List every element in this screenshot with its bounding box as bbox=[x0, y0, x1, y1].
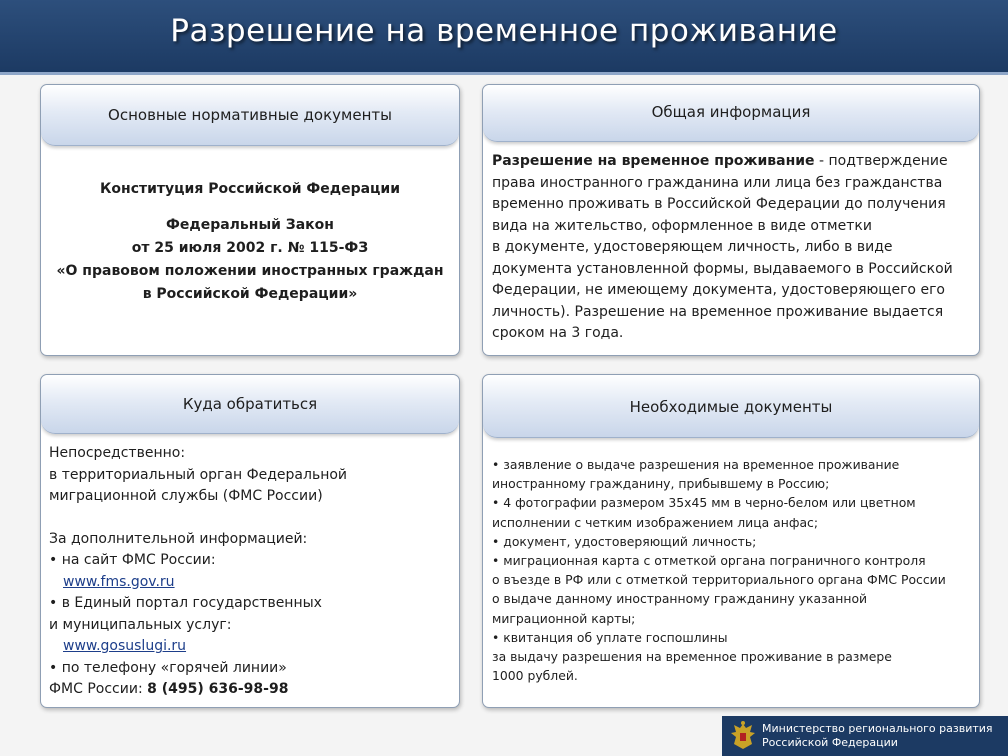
general-line: в документе, удостоверяющем личность, либо в виде bbox=[492, 239, 893, 255]
page-title: Разрешение на временное проживание bbox=[170, 13, 838, 49]
panel-heading: Основные нормативные документы bbox=[108, 106, 392, 124]
phone-line: ФМС России: 8 (495) 636-98-98 bbox=[49, 681, 289, 697]
eagle-emblem-icon bbox=[728, 720, 758, 752]
required-line: • документ, удостоверяющий личность; bbox=[492, 533, 757, 549]
general-description bbox=[492, 151, 973, 345]
ministry-footer bbox=[722, 716, 1008, 756]
panel-header bbox=[41, 375, 459, 434]
panel-header bbox=[41, 85, 459, 146]
general-line: документа установленной формы, выдаваемого в Российской bbox=[492, 260, 953, 277]
direct-label: Непосредственно: bbox=[49, 445, 186, 461]
panel-normative-documents bbox=[40, 84, 460, 356]
general-line: сроком на 3 года. bbox=[492, 325, 624, 341]
constitution-text: Конституция Российской Федерации bbox=[99, 181, 401, 197]
footer-line: Министерство регионального развития bbox=[762, 722, 993, 735]
panel-header bbox=[483, 375, 979, 438]
panel-heading: Куда обратиться bbox=[182, 395, 318, 413]
required-line: • миграционная карта с отметкой органа пограничного контроля bbox=[492, 553, 926, 569]
term-bold: Разрешение на временное проживание bbox=[492, 153, 815, 169]
panel-required-documents bbox=[482, 374, 980, 708]
required-line: • квитанция об уплате госпошлины bbox=[492, 629, 728, 645]
required-line: о въезде в РФ или с отметкой территориального органа ФМС России bbox=[492, 572, 946, 588]
law-name-end: в Российской Федерации» bbox=[142, 286, 358, 302]
portal-item-cont: и муниципальных услуг: bbox=[49, 616, 232, 633]
panel-general-information bbox=[482, 84, 980, 356]
required-line: исполнении с четким изображением лица анфас; bbox=[492, 514, 819, 530]
panel-heading: Общая информация bbox=[651, 103, 811, 121]
law-title: Федеральный Закон bbox=[166, 217, 334, 233]
law-name: «О правовом положении иностранных граждан bbox=[56, 263, 444, 279]
term-rest: - подтверждение bbox=[814, 153, 948, 169]
general-line: вида на жительство, оформленное в виде отметки bbox=[492, 217, 872, 234]
general-line: Федерации, не имеющему документа, удостоверяющего его bbox=[492, 282, 945, 298]
fms-link[interactable]: www.fms.gov.ru bbox=[63, 573, 175, 590]
site-item: • на сайт ФМС России: bbox=[49, 552, 216, 568]
gosuslugi-link[interactable]: www.gosuslugi.ru bbox=[63, 638, 187, 654]
phone-number: 8 (495) 636-98-98 bbox=[147, 681, 289, 697]
general-line: временно проживать в Российской Федерации до получения bbox=[492, 196, 946, 212]
required-line: миграционной карты; bbox=[492, 610, 636, 626]
required-line: • заявление о выдаче разрешения на временное проживание bbox=[492, 457, 900, 472]
required-line: 1000 рублей. bbox=[492, 668, 578, 684]
law-date: от 25 июля 2002 г. № 115-ФЗ bbox=[131, 240, 369, 256]
extra-info-label: За дополнительной информацией: bbox=[49, 530, 308, 547]
required-line: • 4 фотографии размером 35х45 мм в черно-белом или цветном bbox=[492, 495, 916, 511]
panel-heading: Необходимые документы bbox=[629, 398, 833, 416]
title-bar bbox=[0, 0, 1008, 75]
direct-line: миграционной службы (ФМС России) bbox=[49, 488, 323, 504]
portal-item: • в Единый портал государственных bbox=[49, 595, 322, 611]
phone-item: • по телефону «горячей линии» bbox=[49, 659, 287, 676]
direct-line: в территориальный орган Федеральной bbox=[49, 466, 348, 483]
general-line: личность). Разрешение на временное проживание выдается bbox=[492, 303, 944, 320]
required-line: за выдачу разрешения на временное проживание в размере bbox=[492, 649, 892, 665]
panel-where-to-apply bbox=[40, 374, 460, 708]
panel-header bbox=[483, 85, 979, 142]
required-list bbox=[492, 455, 975, 685]
general-line: права иностранного гражданина или лица без гражданства bbox=[492, 174, 943, 191]
required-line: иностранному гражданину, прибывшему в Россию; bbox=[492, 476, 830, 492]
required-line: о выдаче данному иностранному гражданину указанной bbox=[492, 591, 868, 607]
footer-line: Российской Федерации bbox=[762, 736, 898, 749]
